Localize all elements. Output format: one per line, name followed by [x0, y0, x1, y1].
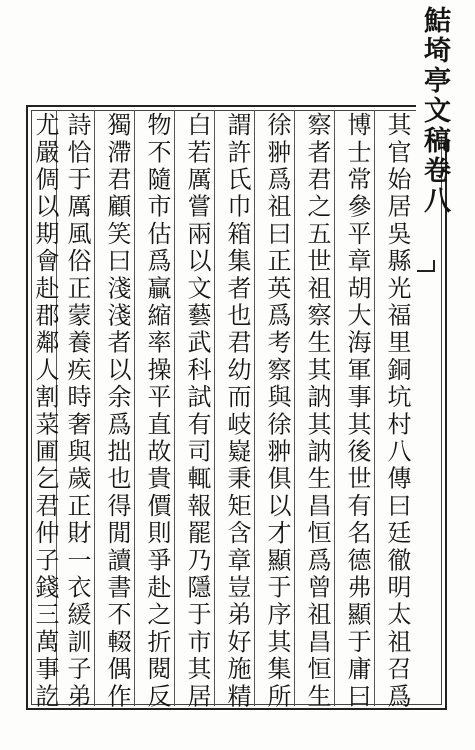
- volume-label: 卷八: [419, 156, 450, 216]
- book-title: 鮚埼亭文稿: [419, 6, 450, 156]
- fishtail-marker: [417, 260, 435, 272]
- column-rule: [294, 110, 295, 706]
- column-rule: [174, 110, 175, 706]
- running-header: [416, 6, 452, 216]
- column-rule: [254, 110, 255, 706]
- text-column-6: 白若厲嘗兩以文藝武科試有司輒報罷乃隱于市其居: [183, 112, 211, 711]
- text-column-9: 詩恰于厲風俗正蒙養疾時奢與歲正財一衣緩訓子弟: [63, 112, 91, 711]
- text-column-5: 謂許氏巾箱集者也君幼而岐嶷秉矩含章豈弟好施精: [223, 112, 251, 711]
- column-rule: [94, 110, 95, 706]
- column-rule: [374, 110, 375, 706]
- column-rule: [334, 110, 335, 706]
- text-column-10: 尤嚴倜以期會赴郡鄰人割菜圃乞君仲子錢三萬事訖: [31, 112, 59, 711]
- text-column-2: 博士常參平章胡大海軍事其後世有名德弗顯于庸曰: [343, 112, 371, 711]
- column-rule: [134, 110, 135, 706]
- column-rule: [214, 110, 215, 706]
- text-column-1: 其官始居吳縣光福里銅坑村八傳曰廷徹明太祖召爲: [383, 112, 411, 711]
- text-column-7: 物不隨市估爲贏縮率操平直故貴價則爭赴之折閱反: [143, 112, 171, 711]
- text-column-8: 獨滯君顧笑曰淺淺者以余爲拙也得閒讀書不輟偶作: [103, 112, 131, 711]
- text-column-3: 察者君之五世祖察生其訥其訥生昌恒爲曾祖昌恒生: [303, 112, 331, 711]
- text-column-4: 徐翀爲祖曰正英爲考察與徐翀俱以才顯于序其集所: [263, 112, 291, 711]
